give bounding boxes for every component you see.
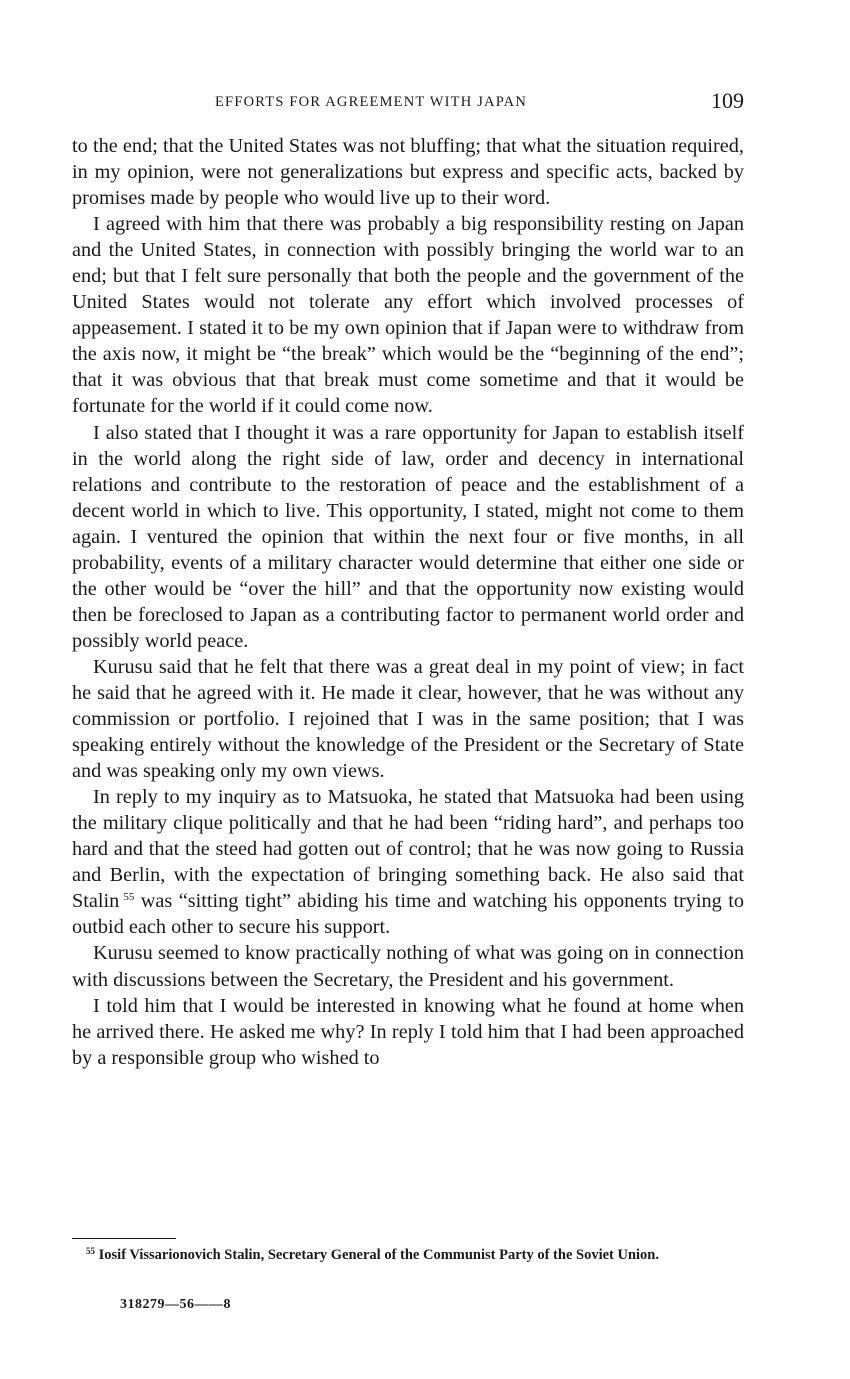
- footnote-marker: 55: [86, 1246, 95, 1256]
- paragraph: to the end; that the United States was not bluffing; that what the situation required, in my opinion, were not generalizations but express and specific acts, backed by promises made by people who would live up to their word.: [72, 135, 744, 210]
- footnote-divider: [72, 1238, 176, 1239]
- paragraph: I also stated that I thought it was a rare opportunity for Japan to establish itself in the world along the right side of law, order and decency in international relations and contribute to the restoration of peace and the establishment of a decent world in which to live. This opportunity, I stated, might not come to them again. I ventured the opinion that within the next four or five months, in all probability, events of a military character would determine that either one side or the other would be “over the hill” and that the opportunity now existing would then be foreclosed to Japan as a contributing factor to permanent world order and possibly world peace.: [72, 421, 744, 652]
- paragraph-text: In reply to my inquiry as to Matsuoka, he stated that Matsuoka had been using the military clique politically and that he had been “riding hard”, and perhaps too hard and that the steed had gotten out of control; that he was now going to Russia and Berlin, with the expectation of bringing something back. He also said that Stalin: [72, 786, 744, 913]
- paragraph: Kurusu seemed to know practically nothing of what was going on in connection with discussions between the Secretary, the President and his government.: [72, 942, 744, 991]
- paragraph: [72, 784, 744, 940]
- footnote-reference: 55: [123, 891, 135, 904]
- page-number: 109: [711, 88, 744, 113]
- body-text: [72, 133, 744, 1071]
- paragraph-text: was “sitting tight” abiding his time and watching his opponents trying to outbid each other to secure his support.: [72, 890, 744, 939]
- footnote: [72, 1247, 744, 1264]
- paragraph: I agreed with him that there was probably a big responsibility resting on Japan and the United States, in connection with possibly bringing the world war to an end; but that I felt sure personally that both the people and the government of the United States would not tolerate any effort which involved processes of appeasement. I stated it to be my own opinion that if Japan were to withdraw from the axis now, it might be “the break” which would be the “beginning of the end”; that it was obvious that that break must come sometime and that it would be fortunate for the world if it could come now.: [72, 213, 744, 418]
- paragraph: Kurusu said that he felt that there was a great deal in my point of view; in fact he said that he agreed with it. He made it clear, however, that he was without any commission or portfolio. I rejoined that I was in the same position; that I was speaking entirely without the knowledge of the President or the Secretary of State and was speaking only my own views.: [72, 655, 744, 783]
- running-head: EFFORTS FOR AGREEMENT WITH JAPAN: [215, 94, 528, 110]
- footnote-text: Iosif Vissarionovich Stalin, Secretary General of the Communist Party of the Soviet Union.: [95, 1247, 659, 1263]
- page-header: [72, 88, 744, 118]
- paragraph: I told him that I would be interested in knowing what he found at home when he arrived there. He asked me why? In reply I told him that I had been approached by a responsible group who wished to: [72, 994, 744, 1069]
- print-code: 318279—56——8: [120, 1297, 231, 1312]
